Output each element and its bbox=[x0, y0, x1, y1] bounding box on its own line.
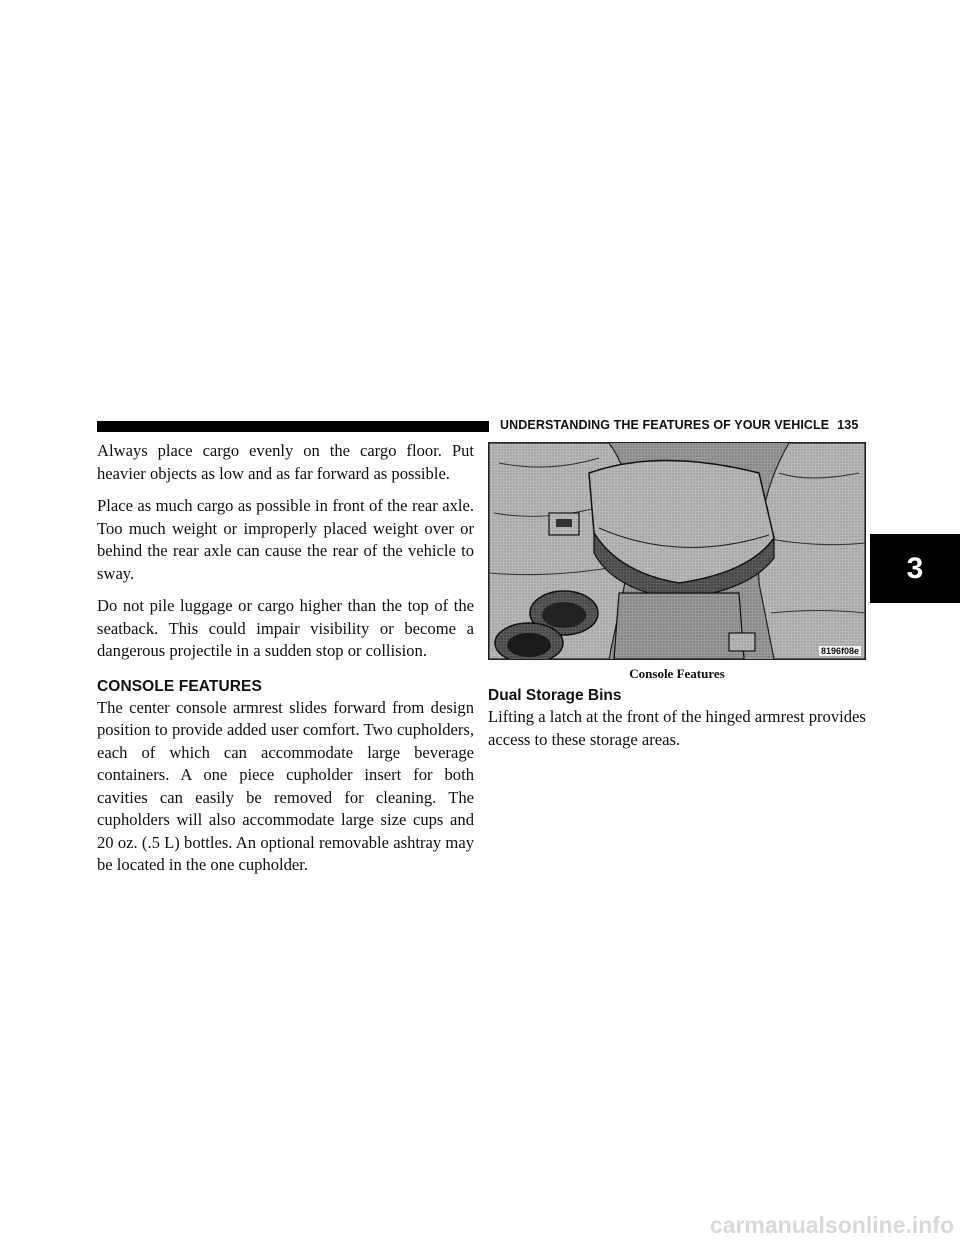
right-column bbox=[488, 686, 866, 751]
paragraph-storage-bins: Lifting a latch at the front of the hinged armrest provides access to these storage areas. bbox=[488, 707, 866, 749]
console-drawing bbox=[489, 443, 865, 659]
paragraph-rear-axle: Place as much cargo as possible in front of the rear axle. Too much weight or improperly placed weight over or behind the rear axle can cause the rear of the vehicle to sway. bbox=[97, 496, 474, 583]
paragraph-cargo-floor: Always place cargo evenly on the cargo floor. Put heavier objects as low and as far forward as possible. bbox=[97, 441, 474, 483]
header-title: UNDERSTANDING THE FEATURES OF YOUR VEHICLE bbox=[500, 418, 830, 432]
console-illustration bbox=[488, 442, 866, 660]
chapter-tab: 3 bbox=[870, 534, 960, 603]
paragraph-luggage: Do not pile luggage or cargo higher than the top of the seatback. This could impair visibility or become a dangerous projectile in a sudden stop or collision. bbox=[97, 596, 474, 660]
left-column bbox=[97, 440, 474, 887]
page-number: 135 bbox=[837, 418, 859, 432]
watermark: carmanualsonline.info bbox=[709, 1212, 954, 1238]
section-heading-console: CONSOLE FEATURES bbox=[97, 677, 262, 695]
paragraph-console: The center console armrest slides forward from design position to provide added user comfort. Two cupholders, each of which can accommodate large beverage containers. A one piece cupholder insert for both cavities can easily be removed for cleaning. The cupholders will also accommodate large size cups and 20 oz. (.5 L) bottles. An optional removable ashtray may be located in the one cupholder. bbox=[97, 697, 474, 874]
header-rule bbox=[97, 421, 489, 432]
running-header bbox=[500, 418, 864, 432]
sub-heading-storage-bins: Dual Storage Bins bbox=[488, 687, 622, 704]
figure-code: 8196f08e bbox=[820, 646, 859, 656]
figure-caption: Console Features bbox=[629, 666, 725, 681]
